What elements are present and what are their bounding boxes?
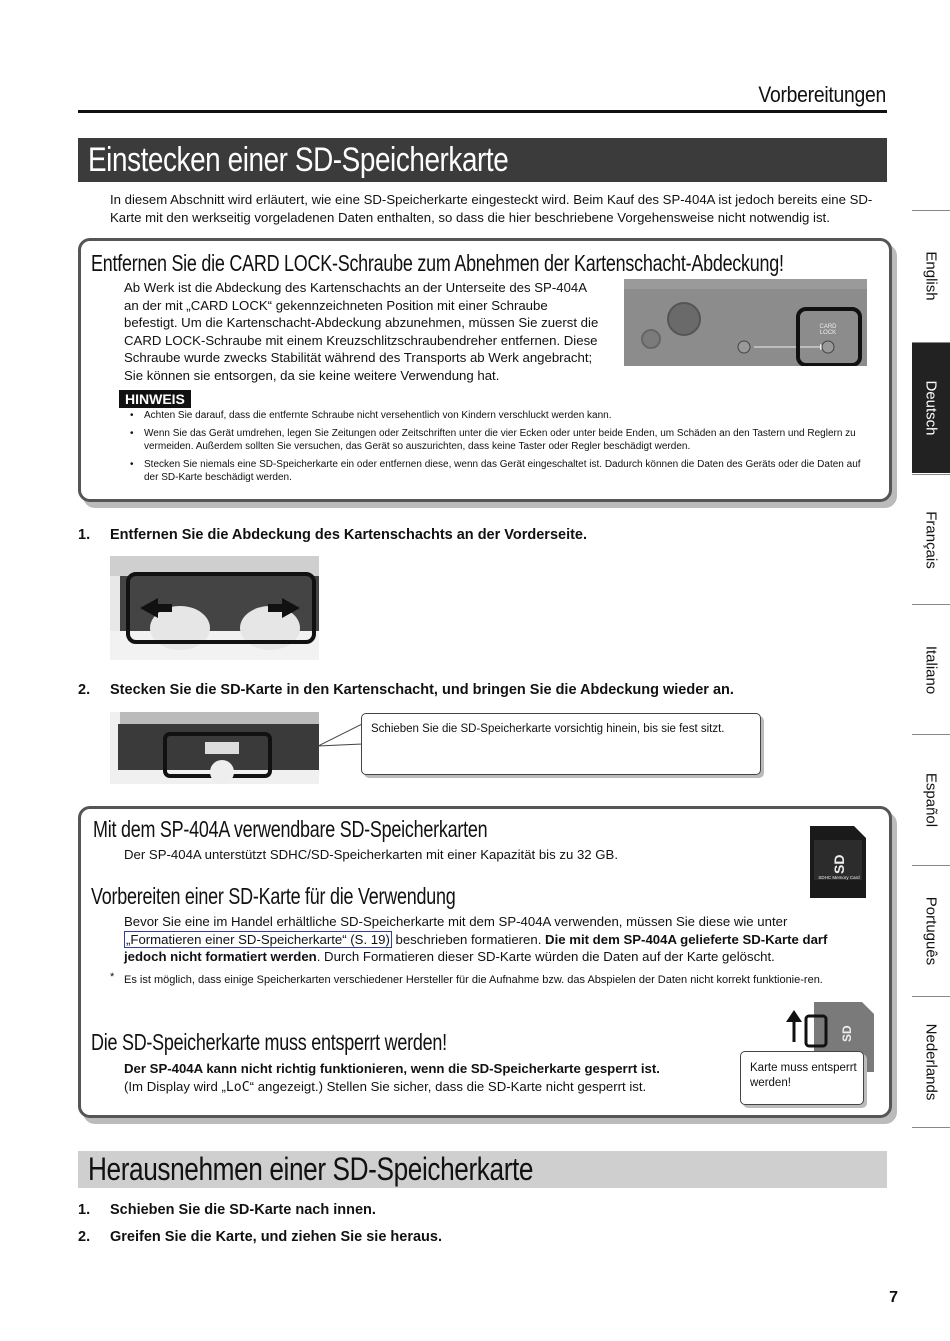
sdhc-card-image bbox=[810, 826, 866, 898]
card-lock-photo bbox=[624, 279, 867, 366]
hinweis-label: HINWEIS bbox=[119, 390, 191, 408]
cover-removal-photo bbox=[110, 556, 319, 660]
tab-label: Português bbox=[922, 896, 940, 966]
prepare-text-bold: Die mit dem SP-404A gelieferte SD-Karte darf jedoch nicht formatiert werden bbox=[124, 931, 828, 964]
step-2 bbox=[78, 682, 878, 702]
compatible-cards-heading: Mit dem SP-404A verwendbare SD-Speicherkarten bbox=[93, 816, 488, 842]
tab-nederlands[interactable] bbox=[912, 996, 950, 1128]
step-number: 1. bbox=[78, 1202, 91, 1218]
header-rule bbox=[78, 110, 887, 113]
prepare-card-text bbox=[124, 913, 864, 966]
note-item: • Stecken Sie niemals eine SD-Speicherkarte ein oder entfernen diese, wenn das Gerät eingeschaltet ist. Dadurch können die Daten des Geräts oder die Daten auf der SD-Karte beschädigt werden. bbox=[130, 458, 875, 485]
step-number: 1. bbox=[78, 527, 91, 543]
hinweis-notes bbox=[130, 409, 875, 489]
step-text: Stecken Sie die SD-Karte in den Kartenschacht, und bringen Sie die Abdeckung wieder an. bbox=[110, 682, 734, 698]
step-number: 2. bbox=[78, 1229, 91, 1245]
tab-label: English bbox=[922, 251, 940, 301]
svg-text:SD: SD bbox=[831, 854, 847, 874]
tab-espanol[interactable] bbox=[912, 734, 950, 865]
step-1 bbox=[78, 527, 878, 547]
unlock-text-part: “ angezeigt.) Stellen Sie sicher, dass die SD-Karte nicht gesperrt ist. bbox=[249, 1078, 647, 1094]
prepare-text-part: . Durch Formatieren dieser SD-Karte würden die Daten auf der Karte gelöscht. bbox=[316, 949, 775, 964]
unlock-callout-text: Karte muss entsperrt werden! bbox=[750, 1062, 857, 1089]
card-compat-note: Es ist möglich, dass einige Speicherkarten verschiedener Hersteller für die Aufnahme bzw. das Abspielen der Daten nicht korrekt funktionie-ren. bbox=[124, 974, 823, 986]
section-title: Einstecken einer SD-Speicherkarte bbox=[88, 141, 509, 179]
insert-callout-text: Schieben Sie die SD-Speicherkarte vorsichtig hinein, bis sie fest sitzt. bbox=[371, 723, 725, 735]
card-lock-body: Ab Werk ist die Abdeckung des Kartenschachts an der Unterseite des SP-404A an der mit „CARD LOCK“ gekennzeichneten Position mit einer Schraube befestigt. Um die Kartenschacht-Abdeckung abzunehmen, müssen Sie zuerst die CARD LOCK-Schraube mit einem Kreuzschlitzschraubendreher entfernen. Diese Schraube wurde zwecks Stabilität während des Transports ab Werk angebracht; Sie können sie entsorgen, da sie keine weitere Verwendung hat. bbox=[124, 280, 599, 383]
step-text: Schieben Sie die SD-Karte nach innen. bbox=[110, 1202, 376, 1218]
insert-callout bbox=[361, 713, 761, 775]
section-title-bar bbox=[78, 138, 887, 182]
intro-paragraph: In diesem Abschnitt wird erläutert, wie eine SD-Speicherkarte eingesteckt wird. Beim Kauf des SP-404A ist jedoch bereits eine SD-Karte mit den werkseitig vorgeladenen Daten enthalten, so dass die hier beschriebene Vorgehensweise nicht notwendig ist. bbox=[110, 192, 873, 225]
tab-label: Nederlands bbox=[922, 1023, 940, 1101]
tab-label: Français bbox=[922, 511, 940, 569]
callout-pointer bbox=[318, 722, 364, 748]
unlock-card-heading: Die SD-Speicherkarte muss entsperrt werden! bbox=[91, 1029, 447, 1055]
tab-francais[interactable] bbox=[912, 474, 950, 605]
tab-label: Deutsch bbox=[922, 380, 940, 436]
note-item: • Wenn Sie das Gerät umdrehen, legen Sie Zeitungen oder Zeitschriften unter die vier Ecken oder unter beide Enden, um Schäden an den Tastern und Reglern zu vermeiden. Außerdem sollten Sie versuchen, das Gerät so auszurichten, dass keine Taster oder Regler beschädigt werden. bbox=[130, 427, 875, 454]
step-number: 2. bbox=[78, 682, 91, 698]
unlock-text-bold: Der SP-404A kann nicht richtig funktionieren, wenn die SD-Speicherkarte gesperrt ist. bbox=[124, 1061, 660, 1076]
tab-deutsch[interactable] bbox=[912, 342, 950, 473]
unlock-card-text bbox=[124, 1060, 734, 1096]
compatible-cards-text: Der SP-404A unterstützt SDHC/SD-Speicherkarten mit einer Kapazität bis zu 32 GB. bbox=[124, 847, 619, 862]
prepare-text-part: beschrieben formatieren. bbox=[391, 931, 546, 947]
format-section-link[interactable]: „Formatieren einer SD-Speicherkarte“ (S. 19) bbox=[126, 931, 390, 947]
tab-label: Español bbox=[922, 772, 940, 828]
card-lock-illustration bbox=[624, 279, 867, 366]
sdhc-card-label: SDHC Memory Card bbox=[818, 875, 860, 880]
tab-italiano[interactable] bbox=[912, 604, 950, 735]
step-text: Greifen Sie die Karte, und ziehen Sie sie heraus. bbox=[110, 1229, 442, 1245]
unlock-callout bbox=[740, 1051, 864, 1105]
step-text: Entfernen Sie die Abdeckung des Kartenschachts an der Vorderseite. bbox=[110, 527, 588, 543]
unlock-text-part: (Im Display wird „ bbox=[124, 1078, 226, 1094]
card-lock-label: CARD LOCK bbox=[819, 324, 837, 336]
card-lock-heading: Entfernen Sie die CARD LOCK-Schraube zum Abnehmen der Kartenschacht-Abdeckung! bbox=[91, 250, 784, 276]
note-asterisk: * bbox=[110, 971, 115, 983]
card-insert-photo bbox=[110, 712, 319, 784]
remove-step-2 bbox=[78, 1229, 878, 1249]
tab-portugues[interactable] bbox=[912, 865, 950, 996]
tab-english[interactable] bbox=[912, 210, 950, 341]
note-item: • Achten Sie darauf, dass die entfernte Schraube nicht versehentlich von Kindern verschluckt werden kann. bbox=[130, 409, 875, 423]
display-code: LoC bbox=[225, 1079, 250, 1095]
section-title: Herausnehmen einer SD-Speicherkarte bbox=[88, 1151, 534, 1187]
tab-label: Italiano bbox=[922, 645, 940, 695]
prepare-card-heading: Vorbereiten einer SD-Karte für die Verwendung bbox=[91, 883, 456, 909]
svg-text:SD: SD bbox=[840, 1025, 854, 1042]
prepare-text-part: Bevor Sie eine im Handel erhältliche SD-Speicherkarte mit dem SP-404A verwenden, müssen Sie diese wie unter bbox=[124, 914, 788, 929]
page-number: 7 bbox=[889, 1289, 898, 1306]
section-label: Vorbereitungen bbox=[758, 82, 886, 107]
remove-step-1 bbox=[78, 1202, 878, 1222]
section-title-bar bbox=[78, 1151, 887, 1188]
